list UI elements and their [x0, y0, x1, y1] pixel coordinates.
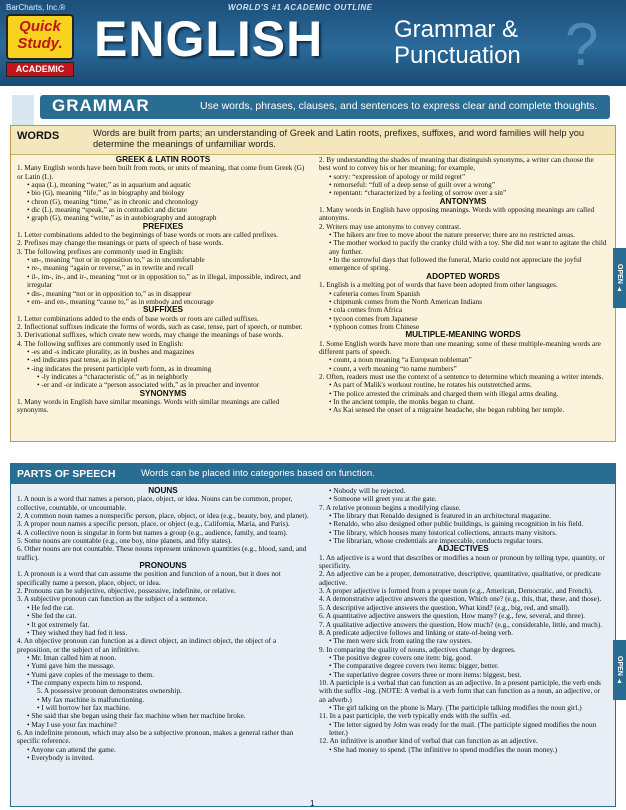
logo-line-2: Study. — [17, 35, 63, 52]
text-line: • Nobody will be rejected. — [329, 486, 406, 495]
text-line: • She said that she began using their fax machine when her machine broke. — [27, 711, 246, 721]
grammar-section-bar — [40, 95, 610, 119]
logo-line-1: Quick — [19, 18, 61, 35]
text-line: • Everybody is invited. — [27, 753, 95, 762]
text-line: • cola comes from Africa — [329, 305, 403, 315]
parts-of-speech-section — [10, 463, 616, 807]
text-line: • She had money to spend. (The infinitive to spend modifies the noun money.) — [329, 744, 558, 754]
pos-right-column — [319, 487, 607, 754]
text-line: • count, a noun meaning “a European nobleman” — [329, 355, 472, 365]
page-number: 1 — [310, 799, 315, 808]
pos-body — [11, 484, 615, 806]
text-line: • Yumi gave copies of the message to them. — [27, 669, 154, 679]
text-line: 7. A relative pronoun begins a modifying clause. — [319, 502, 461, 512]
text-line: • Someone will greet you at the gate. — [329, 494, 437, 504]
text-line: • The men were sick from eating the raw oysters. — [329, 636, 473, 646]
text-line: • It got extremely fat. — [27, 619, 90, 629]
grammar-title: GRAMMAR — [52, 96, 150, 115]
text-line: • il-, im-, in-, and ir-, meaning “not or in opposition to,” as in illegal, impossible, indirect, and irregular — [27, 271, 301, 290]
text-line: 1. Many words in English have similar meanings. Words with similar meanings are called synonyms. — [17, 396, 280, 415]
text-line: 4. A collective noun is singular in form but names a group (e.g., audience, family, and team). — [17, 527, 288, 537]
text-line: • typhoon comes from Chinese — [329, 321, 420, 331]
text-line: 2. Often, readers must use the context of a sentence to determine which meaning a writer intends. — [319, 371, 604, 381]
text-line: • The comparative degree covers two items: bigger, better. — [329, 661, 499, 671]
words-label: WORDS — [17, 130, 60, 142]
text-line: 1. Letter combinations added to the beginnings of base words or roots are called prefixes. — [17, 230, 278, 240]
grammar-description: Use words, phrases, clauses, and sentences to express clear and complete thoughts. — [200, 100, 598, 112]
text-line: • aqua (L), meaning “water,” as in aquarium and aquatic — [27, 180, 192, 190]
text-line: • -er and -or indicate a “person associated with,” as in preacher and inventor — [37, 380, 260, 390]
text-line: • The letter signed by John was ready for the mail. (The participle signed modifies the noun letter.) — [329, 719, 597, 737]
text-line: • As part of Malik's workout routine, he rotates his outstretched arms. — [329, 380, 532, 390]
text-line: • She fed the cat. — [27, 611, 77, 621]
words-header — [11, 126, 615, 155]
text-line: • The hikers are free to move about the nature preserve; there are no restricted areas. — [329, 230, 575, 240]
pos-description: Words can be placed into categories based on function. — [141, 468, 375, 479]
text-line: 5. A descriptive adjective answers the question, What kind? (e.g., big, red, and small). — [319, 602, 570, 612]
text-line: • The company expects him to respond. — [27, 677, 143, 687]
page-subtitle-2: Punctuation — [394, 42, 521, 69]
text-line: • He fed the cat. — [27, 602, 74, 612]
text-line: 10. A participle is a verbal that can function as an adjective. In a present participle, the verb ends with the suffix -ing. (NOTE: A verbal is a verb form that can function as a noun, an adjective, or an adverb.) — [319, 677, 601, 704]
text-line: • The library, which houses many historical collections, attracts many visitors. — [329, 527, 557, 537]
header-banner — [0, 0, 626, 86]
open-tab-top[interactable]: OPEN ▲ — [613, 248, 626, 308]
text-line: • -ing indicates the present participle verb form, as in dreaming — [27, 363, 212, 373]
text-line: • remorseful: “full of a deep sense of guilt over a wrong” — [329, 180, 496, 190]
logo-badge — [6, 14, 74, 60]
open-tab-bottom[interactable]: OPEN ▲ — [613, 640, 626, 700]
text-line: • The library that Renaldo designed is featured in an architectural magazine. — [329, 511, 552, 521]
text-line: 4. An objective pronoun can function as a direct object, an indirect object, the object of a preposition, or the subject of an infinitive. — [17, 636, 277, 654]
text-line: • The positive degree covers one item: big, good. — [329, 652, 473, 662]
text-line: • I will borrow her fax machine. — [37, 702, 131, 712]
section-heading: NOUNS — [148, 486, 178, 495]
text-line: 5. Some nouns are countable (e.g., one boy, nine planets, and fifty states). — [17, 536, 232, 546]
section-heading: PRONOUNS — [139, 561, 187, 571]
text-line: 1. Some English words have more than one meaning; some of these multiple-meaning words are different parts of speech. — [319, 338, 601, 356]
text-line: 2. Inflectional suffixes indicate the forms of words, such as case, tense, part of speech, or number. — [17, 321, 303, 331]
section-heading: SUFFIXES — [142, 305, 184, 315]
pos-header — [11, 464, 615, 484]
text-line: 6. Other nouns are not countable. These nouns represent unknown quantities (e.g., blood, sand, and traffic). — [17, 544, 307, 562]
section-heading: PREFIXES — [142, 221, 184, 231]
section-heading: MULTIPLE-MEANING WORDS — [405, 330, 521, 340]
page-title: ENGLISH — [94, 11, 324, 67]
text-line: 2. By understanding the shades of meaning that distinguish synonyms, a writer can choose the best word to convey his or her meaning; for example, — [319, 155, 594, 173]
text-line: • sorry: “expression of apology or mild regret” — [329, 171, 466, 181]
text-line: • Anyone can attend the game. — [27, 744, 116, 754]
text-line: • graph (G), meaning “write,” as in autobiography and autograph — [27, 213, 217, 223]
tagline: WORLD'S #1 ACADEMIC OUTLINE — [228, 3, 373, 12]
text-line: • They wished they had fed it less. — [27, 627, 128, 637]
text-line: • re-, meaning “again or reverse,” as in rewrite and recall — [27, 263, 194, 273]
text-line: 2. Writers may use antonyms to convey contrast. — [319, 221, 462, 231]
text-line: • bio (G), meaning “life,” as in biography and biology — [27, 188, 185, 198]
text-line: 1. Letter combinations added to the ends of base words or roots are called suffixes. — [17, 313, 259, 323]
text-line: 7. A qualitative adjective answers the question, How much? (e.g., considerable, little, and much). — [319, 619, 603, 629]
text-line: • -ly indicates a “characteristic of,” as in neighborly — [37, 371, 189, 381]
section-heading: GREEK & LATIN ROOTS — [115, 155, 211, 164]
words-description: Words are built from parts; an understanding of Greek and Latin roots, prefixes, suffixes, and word families will help you determine the meanings of unfamiliar words. — [93, 128, 585, 149]
text-line: • em- and en-, meaning “cause to,” as in embody and encourage — [27, 296, 214, 306]
text-line: 2. An adjective can be a proper, demonstrative, descriptive, quantitative, qualitative, or predicate adjective. — [319, 569, 601, 587]
section-heading: SYNONYMS — [139, 388, 187, 398]
pos-label: PARTS OF SPEECH — [17, 468, 116, 480]
text-line: • repentant: “characterized by a feeling of sorrow over a sin” — [329, 188, 507, 198]
text-line: • dis-, meaning “not or in opposition to,” as in disappear — [27, 288, 192, 298]
quickstudy-logo — [6, 14, 74, 78]
text-line: 1. A noun is a word that names a person, place, object, or idea. Nouns can be common, proper, collective, countable, or uncountable. — [17, 494, 293, 512]
text-line: 1. Many words in English have opposing meanings. Words with opposing meanings are called antonyms. — [319, 205, 595, 223]
text-line: • -es and -s indicate plurality, as in bushes and magazines — [27, 346, 195, 356]
text-line: • -ed indicates past tense, as in played — [27, 355, 138, 365]
text-line: 4. A demonstrative adjective answers the question, Which one? (e.g., this, that, these, and those). — [319, 594, 602, 604]
text-line: • My fax machine is malfunctioning. — [37, 694, 145, 704]
text-line: 11. In a past participle, the verb typically ends with the suffix -ed. — [319, 711, 511, 721]
text-line: • The librarian, whose credentials are impeccable, conducts regular tours. — [329, 536, 543, 546]
text-line: 1. An adjective is a word that describes or modifies a noun or pronoun by telling type, quantity, or specificity. — [319, 552, 605, 571]
page-subtitle-1: Grammar & — [394, 16, 519, 43]
text-line: • In the sorrowful days that followed the funeral, Mario could not appreciate the joyful emergence of spring. — [329, 255, 582, 273]
text-line: 6. An indefinite pronoun, which may also be a subjective pronoun, makes a general rather than specific reference. — [17, 727, 294, 746]
question-mark-decoration: ? — [565, 11, 599, 78]
text-line: • The superlative degree covers three or more items: biggest, best. — [329, 669, 522, 679]
text-line: • chipmunk comes from the North American Indians — [329, 296, 483, 306]
logo-academic: ACADEMIC — [6, 62, 74, 77]
text-line: • cafeteria comes from Spanish — [329, 288, 420, 298]
section-heading: ADJECTIVES — [437, 544, 489, 554]
text-line: 1. Many English words have been built from roots, or units of meaning, that come from Greek (G) or Latin (L). — [17, 163, 305, 181]
text-line: • The mother worked to pacify the cranky child with a toy. She did not want to agitate the child any further. — [329, 238, 607, 256]
text-line: • Yumi gave him the message. — [27, 661, 115, 671]
text-line: 8. A predicate adjective follows and linking or state-of-being verb. — [319, 627, 513, 637]
text-line: 2. A common noun names a nonspecific person, place, object, or idea (e.g., beauty, boy, and planet). — [17, 511, 309, 521]
text-line: • chron (G), meaning “time,” as in chronic and chronology — [27, 196, 199, 206]
text-line: • count, a verb meaning “to name numbers” — [329, 363, 457, 373]
words-right-column — [319, 156, 607, 415]
text-line: 3. A proper noun names a specific person, place, or object (e.g., California, Maria, and Paris). — [17, 519, 290, 529]
text-line: 5. A possessive pronoun demonstrates ownership. — [37, 686, 182, 696]
text-line: 9. In comparing the quality of nouns, adjectives change by degrees. — [319, 644, 516, 654]
words-left-column — [17, 156, 309, 415]
text-line: • tycoon comes from Japanese — [329, 313, 418, 323]
text-line: 3. A subjective pronoun can function as the subject of a sentence. — [17, 594, 208, 604]
text-line: • In the ancient temple, the monks began to chant. — [329, 396, 475, 406]
text-line: • Mr. Iman called him at noon. — [27, 652, 117, 662]
text-line: • The girl talking on the phone is Mary. (The participle talking modifies the noun girl.) — [329, 702, 582, 712]
text-line: 6. A quantitative adjective answers the question, How many? (e.g., few, several, and three). — [319, 611, 585, 621]
text-line: 4. The following suffixes are commonly used in English: — [17, 338, 184, 348]
text-line: • un-, meaning “not or in opposition to,” as in uncomfortable — [27, 255, 205, 265]
text-line: • dic (L), meaning “speak,” as in contradict and dictate — [27, 205, 187, 215]
text-line: 3. A proper adjective is formed from a proper noun (e.g., American, Democratic, and French). — [319, 586, 593, 596]
text-line: 3. The following prefixes are commonly used in English: — [17, 246, 184, 256]
publisher-name: BarCharts, Inc.® — [6, 3, 66, 12]
text-line: 1. English is a melting pot of words that have been adopted from other languages. — [319, 280, 558, 290]
words-section — [10, 125, 616, 442]
text-line: • May I use your fax machine? — [27, 719, 117, 729]
text-line: 12. An infinitive is another kind of verbal that can function as an adjective. — [319, 736, 538, 746]
pos-left-column — [17, 487, 309, 762]
text-line: 2. Prefixes may change the meanings or parts of speech of base words. — [17, 238, 224, 248]
text-line: • Renaldo, who also designed other public buildings, is gaining recognition in his field. — [329, 519, 584, 529]
text-line: 1. A pronoun is a word that can assume the position and function of a noun, but it does not specifically name a person, place, object, or idea. — [17, 569, 281, 587]
text-line: • The police arrested the criminals and charged them with illegal arms dealing. — [329, 388, 559, 398]
text-line: 2. Pronouns can be subjective, objective, possessive, indefinite, or relative. — [17, 586, 236, 596]
text-line: 3. Derivational suffixes, which create new words, may change the meanings of base words. — [17, 330, 284, 340]
text-line: • As Kai sensed the onset of a migraine headache, she began rubbing her temple. — [329, 405, 565, 415]
section-heading: ANTONYMS — [439, 196, 487, 206]
section-heading: ADOPTED WORDS — [426, 271, 500, 281]
